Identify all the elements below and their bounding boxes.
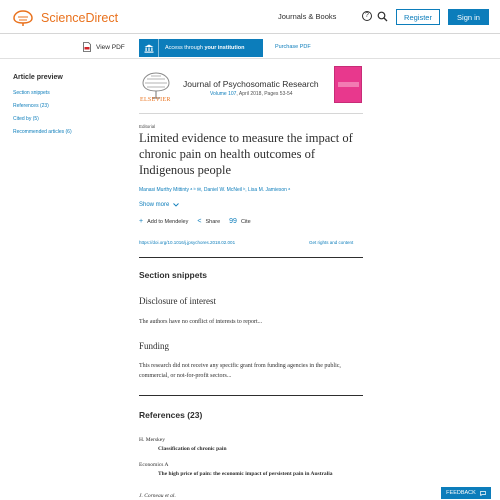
show-more-button[interactable]	[139, 202, 179, 208]
article-actions	[139, 218, 260, 225]
cite-label: Cite	[240, 218, 251, 225]
view-pdf-button[interactable]	[83, 42, 125, 52]
snippet-title-disclosure: Disclosure of interest	[139, 296, 216, 306]
institution-icon	[139, 39, 159, 57]
quote-icon: 99	[229, 218, 237, 225]
cite-button[interactable]	[229, 218, 251, 225]
snippet-title-funding: Funding	[139, 341, 170, 351]
article-title: Limited evidence to measure the impact of chronic pain on health outcomes of Indigenous people	[139, 131, 353, 177]
logo-text: ScienceDirect	[41, 11, 119, 25]
volume-link[interactable]: Volume 107	[210, 91, 237, 97]
share-button[interactable]	[197, 218, 220, 225]
sidebar-item-section-snippets[interactable]: Section snippets	[13, 90, 50, 96]
article-type: Editorial	[139, 124, 156, 129]
article-sidebar	[13, 74, 113, 142]
snippet-text-disclosure: The authors have no conflict of interests to report...	[139, 319, 263, 325]
reference-author: Economics A	[139, 462, 169, 468]
help-icon[interactable]: ?	[362, 11, 372, 21]
reference-title[interactable]: Classification of chronic pain	[158, 446, 227, 452]
journal-name-link[interactable]: Journal of Psychosomatic Research	[183, 79, 319, 89]
elsevier-word: ELSEVIER	[140, 97, 171, 103]
toolbar-divider	[0, 58, 500, 59]
volume-date-pages: , April 2018, Pages 53-54	[236, 91, 293, 97]
sciencedirect-logo[interactable]	[11, 9, 118, 27]
share-icon: <	[197, 218, 202, 225]
chat-bubble-icon	[480, 491, 486, 496]
cover-band	[338, 82, 359, 87]
search-icon[interactable]	[377, 11, 388, 22]
doi-divider	[139, 257, 363, 258]
article-authors[interactable]: Manasi Murthy Mittinty ᵃ ᵇ ✉, Daniel W. McNeil ᵇ, Lisa M. Jamieson ᵃ	[139, 187, 291, 193]
share-label: Share	[205, 218, 221, 225]
add-to-mendeley-label: Add to Mendeley	[147, 218, 189, 225]
sidebar-item-references[interactable]: References (23)	[13, 103, 49, 109]
chevron-down-icon	[173, 203, 179, 207]
section-snippets-heading: Section snippets	[139, 270, 208, 280]
sidebar-item-cited-by[interactable]: Cited by (5)	[13, 116, 39, 122]
rights-link[interactable]: Get rights and content	[309, 240, 354, 245]
reference-author: H. Merskey	[139, 437, 165, 443]
feedback-label: FEEDBACK	[446, 490, 476, 496]
snippet-text-funding: This research did not receive any specific grant from funding agencies in the public, commercial, or not-for-profit sectors...	[139, 363, 341, 379]
doi-link[interactable]: https://doi.org/10.1016/j.jpsychores.2018.02.001	[139, 240, 236, 245]
reference-title[interactable]: The high price of pain: the economic impact of persistent pain in Australia	[158, 471, 333, 477]
journal-volume	[210, 91, 293, 97]
elsevier-tree-icon	[11, 9, 35, 27]
purchase-pdf-link[interactable]: Purchase PDF	[275, 44, 311, 50]
sidebar-item-recommended[interactable]: Recommended articles (6)	[13, 129, 72, 135]
add-to-mendeley-button[interactable]	[139, 218, 188, 225]
journal-divider	[139, 113, 363, 114]
pdf-icon	[83, 42, 91, 52]
feedback-button[interactable]	[441, 487, 491, 499]
sidebar-title: Article preview	[13, 74, 63, 81]
show-more-label: Show more	[139, 202, 170, 208]
access-bold: your institution	[204, 45, 245, 51]
journals-books-link[interactable]: Journals & Books	[278, 12, 337, 21]
journal-cover-image[interactable]	[334, 66, 362, 103]
access-institution-button[interactable]	[139, 39, 263, 57]
sign-in-button[interactable]: Sign in	[448, 9, 489, 25]
journal-header	[139, 66, 363, 106]
access-prefix: Access through	[165, 45, 203, 51]
reference-author: J. Corneau et al.	[139, 493, 176, 499]
plus-icon: +	[139, 218, 144, 225]
register-button[interactable]: Register	[396, 9, 440, 25]
references-divider	[139, 395, 363, 396]
view-pdf-label: View PDF	[96, 43, 125, 51]
references-heading: References (23)	[139, 410, 203, 420]
